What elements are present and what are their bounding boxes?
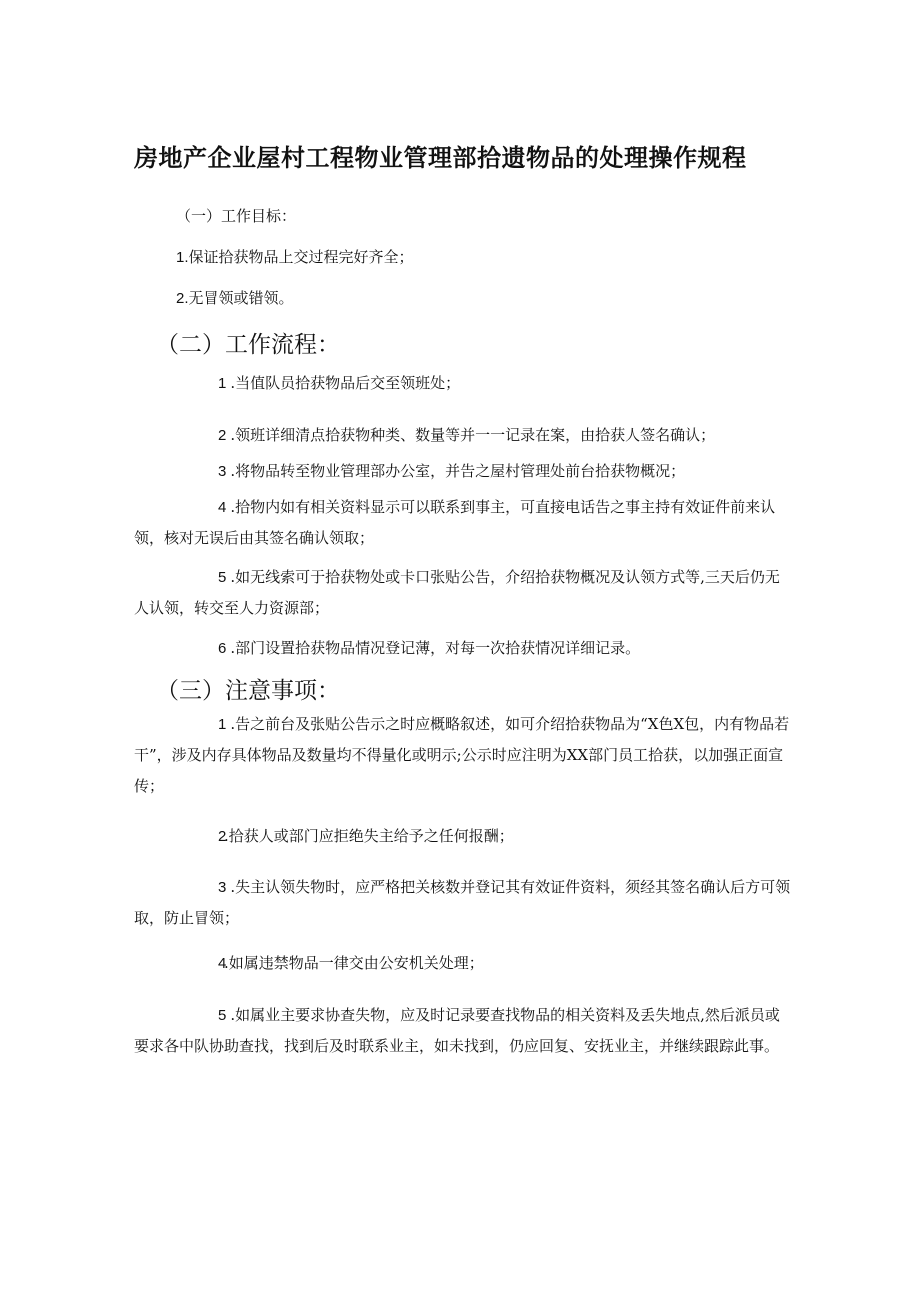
item-text: 无冒领或错领。 — [188, 289, 294, 307]
item-text: .失主认领失物时，应严格把关核数并登记其有效证件资料，须经其签名确认后方可领取，防止冒领； — [134, 878, 791, 927]
item-text: .如属业主要求协查失物，应及时记录要查找物品的相关资料及丢失地点,然后派员或要求各中队协助查找，找到后及时联系业主，如未找到，仍应回复、安抚业主，并继续跟踪此事。 — [134, 1006, 780, 1055]
section-2-item-2 — [134, 420, 794, 451]
section-1-item-1 — [176, 246, 414, 267]
section-3-item-1 — [134, 709, 794, 802]
section-2-item-6 — [134, 633, 794, 664]
item-number: 2 — [218, 427, 227, 444]
item-number: 3 — [218, 879, 227, 896]
section-2-item-5 — [134, 562, 794, 624]
item-text: .如无线索可于拾获物处或卡口张贴公告，介绍拾获物概况及认领方式等,三天后仍无人认领，转交至人力资源部； — [134, 568, 780, 617]
section-1-heading: （一）工作目标： — [176, 207, 297, 225]
section-3-item-4 — [134, 948, 794, 979]
item-text: .领班详细清点拾获物种类、数量等并一一记录在案，由拾获人签名确认； — [230, 426, 716, 444]
item-text: .如属违禁物品一律交由公安机关处理； — [224, 954, 484, 972]
item-text: .当值队员拾获物品后交至领班处； — [230, 374, 461, 392]
section-3-item-2 — [134, 821, 794, 852]
item-number: 4 — [218, 955, 227, 972]
item-text: .将物品转至物业管理部办公室，并告之屋村管理处前台拾获物概况； — [230, 462, 686, 480]
item-text: 保证拾获物品上交过程完好齐全； — [188, 248, 414, 266]
item-number: 1 — [218, 375, 227, 392]
item-number: 4 — [218, 499, 227, 516]
item-text: .拾获人或部门应拒绝失主给予之任何报酬； — [224, 827, 514, 845]
item-number: 2 — [218, 828, 227, 845]
section-3-heading: （三）注意事项： — [156, 678, 340, 704]
item-number: 3 — [218, 463, 227, 480]
section-1-item-2 — [176, 287, 294, 308]
section-2-item-3 — [134, 456, 794, 487]
item-number: 5 — [218, 569, 227, 586]
item-text: .告之前台及张贴公告示之时应概略叙述，如可介绍拾获物品为“X色X包，内有物品若干”，涉及内存具体物品及数量均不得量化或明示;公示时应注明为XX部门员工拾获，以加强正面宣传； — [134, 715, 790, 795]
item-number: 6 — [218, 640, 227, 657]
item-number: 1. — [176, 249, 189, 266]
document-title: 房地产企业屋村工程物业管理部拾遗物品的处理操作规程 — [134, 144, 747, 172]
section-2-item-1 — [134, 368, 794, 399]
section-3-item-3 — [134, 872, 794, 934]
item-number: 5 — [218, 1007, 227, 1024]
section-2-heading: （二）工作流程： — [156, 332, 340, 358]
section-3-item-5 — [134, 1000, 794, 1062]
item-number: 1 — [218, 716, 227, 733]
item-text: .拾物内如有相关资料显示可以联系到事主，可直接电话告之事主持有效证件前来认领，核对无误后由其签名确认领取； — [134, 498, 776, 547]
item-text: .部门设置拾获物品情况登记薄，对每一次拾获情况详细记录。 — [230, 639, 641, 657]
section-2-item-4 — [134, 492, 794, 554]
item-number: 2. — [176, 290, 189, 307]
